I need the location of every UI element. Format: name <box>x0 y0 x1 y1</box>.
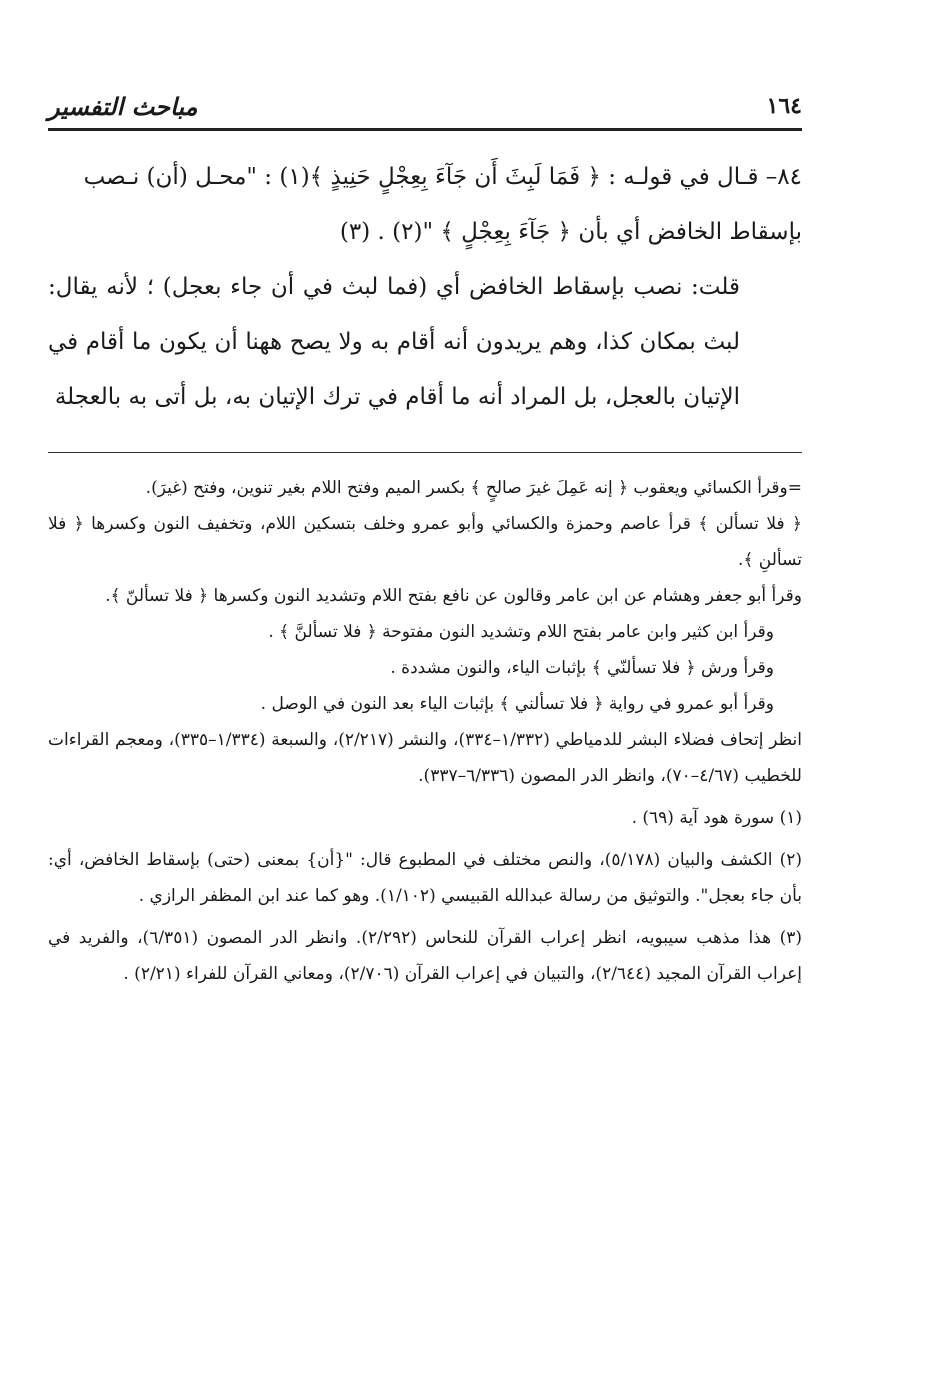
footnote-rule <box>48 452 802 453</box>
note-continued-kisai: =وقرأ الكسائي ويعقوب ﴿ إنه عَمِلَ غيرَ صالحٍ ﴾ بكسر الميم وفتح اللام بغير تنوين، وفتح (غيرَ). <box>145 478 802 498</box>
note-abu-amr: وقرأ أبو عمرو في رواية ﴿ فلا تسألني ﴾ بإثبات الياء بعد النون في الوصل . <box>260 694 774 714</box>
note-abu-jafar: وقرأ أبو جعفر وهشام عن ابن عامر وقالون عن نافع بفتح اللام وتشديد النون وكسرها ﴿ فلا تسألنّ ﴾. <box>105 586 802 606</box>
note-warsh: وقرأ ورش ﴿ فلا تسألنّي ﴾ بإثبات الياء، والنون مشددة . <box>390 658 774 678</box>
footnote-2: (٢) الكشف والبيان (٥/١٧٨)، والنص مختلف في المطبوع قال: "{أن} بمعنى (حتى) بإسقاط الخافض، أي: بأن جاء بعجل". والتوثيق من رسالة عبدالله القبيسي (١/١٠٢). وهو كما عند ابن المظفر الرازي . <box>48 850 802 906</box>
note-fala-tasalan: ﴿ فلا تسألن ﴾ قرأ عاصم وحمزة والكسائي وأبو عمرو وخلف بتسكين اللام، وتخفيف النون وكسرها ﴿ فلا تسألنِ ﴾. <box>48 514 802 570</box>
note-ibn-kathir: وقرأ ابن كثير وابن عامر بفتح اللام وتشديد النون مفتوحة ﴿ فلا تسألنَّ ﴾ . <box>268 622 774 642</box>
footnote-3: (٣) هذا مذهب سيبويه، انظر إعراب القرآن للنحاس (٢/٢٩٢). وانظر الدر المصون (٦/٣٥١)، والفريد في إعراب القرآن المجيد (٢/٦٤٤)، والتبيان في إعراب القرآن (٢/٧٠٦)، ومعاني القرآن للفراء (٢/٢١) . <box>48 928 802 984</box>
footnotes <box>48 470 802 992</box>
page-header <box>48 86 802 126</box>
paragraph-comment: قلت: نصب بإسقاط الخافض أي (فما لبث في أن جاء بعجل) ؛ لأنه يقال: لبث بمكان كذا، وهم يريدون أنه أقام به ولا يصح ههنا أن يكون ما أقام في الإتيان بالعجل، بل المراد أنه ما أقام في ترك الإتيان به، بل أتى به بالعجلة <box>48 274 740 410</box>
page-number: ١٦٤ <box>766 93 802 119</box>
main-text <box>48 150 802 425</box>
running-title: مباحث التفسير <box>48 91 198 121</box>
paragraph-84-line-2: بإسقاط الخافض أي بأن ﴿ جَآءَ بِعِجْلٍ ﴾ "(٢) . (٣) <box>339 219 802 245</box>
header-rule <box>48 128 802 131</box>
paragraph-84-line-1: ٨٤– قـال في قولـه : ﴿ فَمَا لَبِثَ أَن جَآءَ بِعِجْلٍ حَنِيذٍ ﴾(١) : "محـل (أن) نـصب <box>83 164 802 190</box>
footnote-1: (١) سورة هود آية (٦٩) . <box>631 808 802 828</box>
note-references: انظر إتحاف فضلاء البشر للدمياطي (١/٣٣٢–٣٣٤)، والنشر (٢/٢١٧)، والسبعة (١/٣٣٤–٣٣٥)، ومعجم القراءات للخطيب (٤/٦٧–٧٠)، وانظر الدر المصون (٦/٣٣٦–٣٣٧). <box>48 730 802 786</box>
